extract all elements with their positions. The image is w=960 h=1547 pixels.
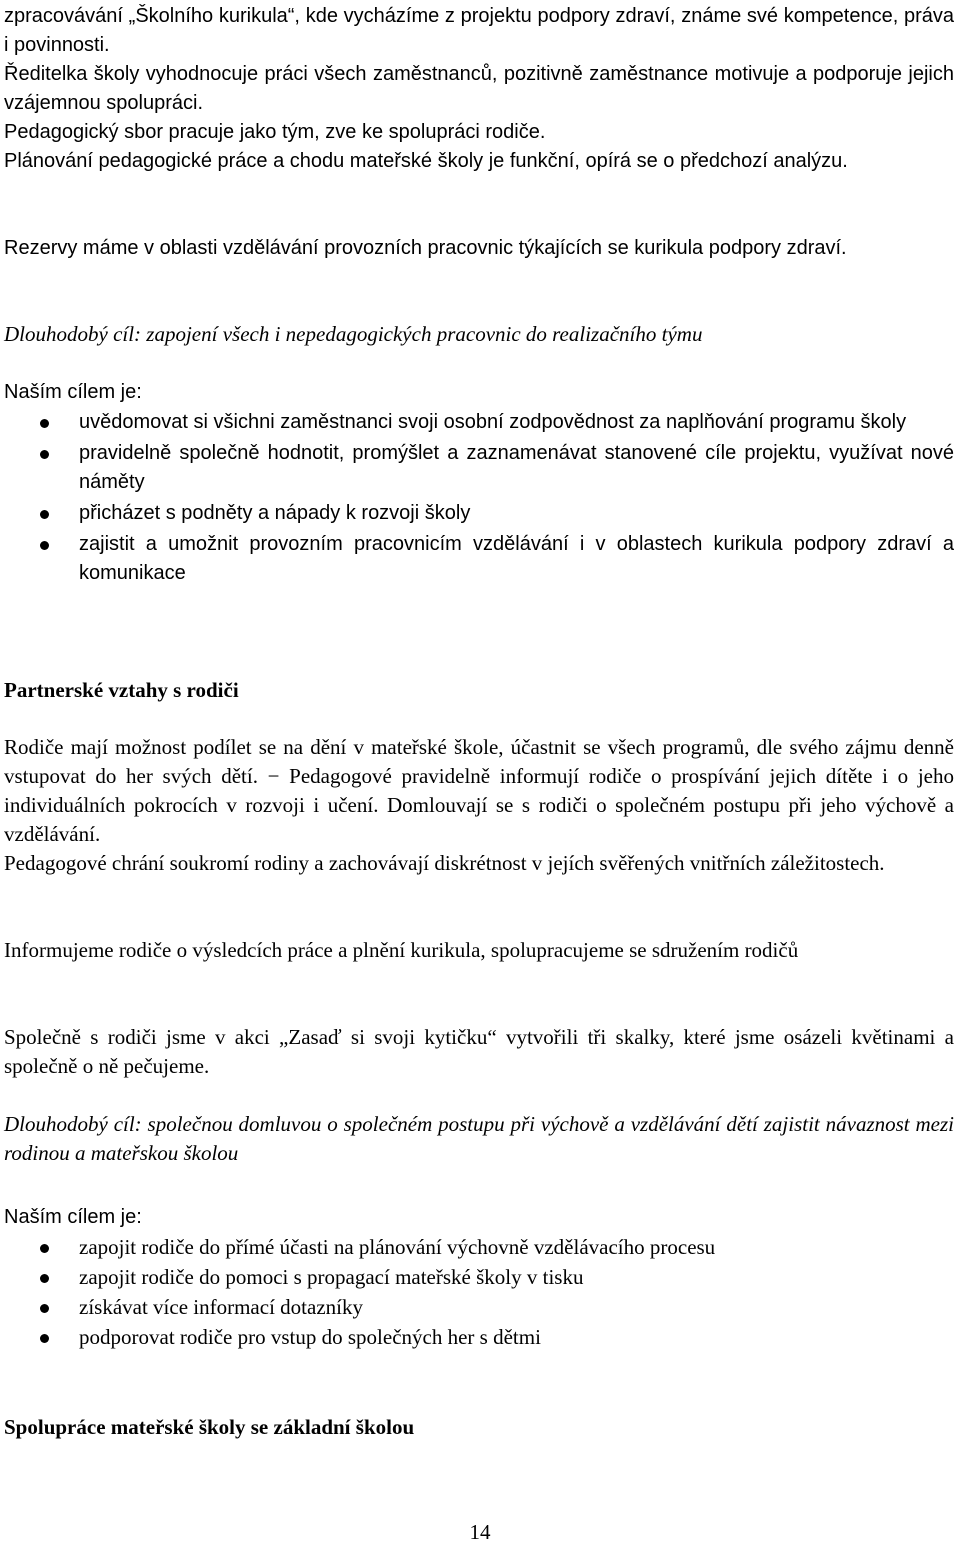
bullet-icon <box>40 1244 49 1253</box>
parents-heading <box>4 676 954 705</box>
bullet-icon <box>40 419 49 428</box>
reserves-paragraph: Rezervy máme v oblasti vzdělávání provozních pracovnic týkajících se kurikula podpory zdraví. <box>4 237 847 259</box>
bullet-icon <box>40 541 49 550</box>
intro-section <box>4 2 954 176</box>
staff-aims-label <box>4 378 954 407</box>
list-item: zapojit rodiče do pomoci s propagací mateřské školy v tisku <box>4 1263 954 1292</box>
bullet-icon <box>40 1334 49 1343</box>
list-item: zapojit rodiče do přímé účasti na plánování výchovně vzdělávacího procesu <box>4 1233 954 1262</box>
staff-goal <box>4 320 954 349</box>
parents-paragraph-1: Rodiče mají možnost podílet se na dění v mateřské škole, účastnit se všech programů, dle svého zájmu denně vstupovat do her svých dětí. − Pedagogové pravidelně informují rodiče o prospívání jejich dítěte i o jeho individuálních pokrocích v rozvoji i učení. Domlouvají se s rodiči o společném postupu při jeho výchově a vzdělávání. <box>4 735 954 846</box>
parents-paragraph-4-wrap <box>4 1023 954 1081</box>
school-heading-text: Spolupráce mateřské školy se základní školou <box>4 1415 415 1439</box>
parents-paragraph-3-wrap <box>4 936 954 965</box>
parents-goal <box>4 1110 954 1168</box>
staff-aims-list <box>4 408 954 588</box>
parents-aims-list <box>4 1233 954 1352</box>
list-item: zajistit a umožnit provozním pracovnicím vzdělávání i v oblastech kurikula podpory zdraví a komunikace <box>4 530 954 588</box>
list-item: pravidelně společně hodnotit, promýšlet a zaznamenávat stanovené cíle projektu, využívat nové náměty <box>4 439 954 497</box>
parents-aims-list-wrap <box>4 1233 954 1352</box>
list-item: přicházet s podněty a nápady k rozvoji školy <box>4 499 954 528</box>
parents-aims-label-text: Naším cílem je: <box>4 1206 142 1228</box>
bullet-icon <box>40 510 49 519</box>
parents-paragraph-2: Pedagogové chrání soukromí rodiny a zachovávají diskrétnost v jejích svěřených vnitřních záležitostech. <box>4 851 885 875</box>
intro-paragraph-3: Pedagogický sbor pracuje jako tým, zve ke spolupráci rodiče. <box>4 121 546 143</box>
parents-aims-label <box>4 1203 954 1232</box>
intro-paragraph-2: Ředitelka školy vyhodnocuje práci všech zaměstnanců, pozitivně zaměstnance motivuje a podporuje jejich vzájemnou spolupráci. <box>4 63 954 114</box>
list-item: podporovat rodiče pro vstup do společných her s dětmi <box>4 1323 954 1352</box>
bullet-icon <box>40 1274 49 1283</box>
list-item: uvědomovat si všichni zaměstnanci svoji osobní zodpovědnost za naplňování programu školy <box>4 408 954 437</box>
page-number: 14 <box>469 1520 491 1544</box>
parents-goal-text: Dlouhodobý cíl: společnou domluvou o společném postupu při výchově a vzdělávání dětí zajistit návaznost mezi rodinou a mateřskou školou <box>4 1112 954 1165</box>
parents-paragraph-4: Společně s rodiči jsme v akci „Zasaď si svoji kytičku“ vytvořili tři skalky, které jsme osázeli květinami a společně o ně pečujeme. <box>4 1025 954 1078</box>
staff-goal-text: Dlouhodobý cíl: zapojení všech i nepedagogických pracovnic do realizačního týmu <box>4 322 703 346</box>
staff-aims-label-text: Naším cílem je: <box>4 381 142 403</box>
intro-paragraph-1: zpracovávání „Školního kurikula“, kde vycházíme z projektu podpory zdraví, známe své kompetence, práva i povinnosti. <box>4 5 954 56</box>
parents-paragraph-3: Informujeme rodiče o výsledcích práce a plnění kurikula, spolupracujeme se sdružením rodičů <box>4 938 799 962</box>
school-heading <box>4 1413 954 1442</box>
list-item: získávat více informací dotazníky <box>4 1293 954 1322</box>
reserves-paragraph-wrap <box>4 234 954 263</box>
intro-paragraph-4: Plánování pedagogické práce a chodu mateřské školy je funkční, opírá se o předchozí analýzu. <box>4 150 848 172</box>
bullet-icon <box>40 1304 49 1313</box>
staff-aims-list-wrap <box>4 408 954 588</box>
parents-paragraph-1-wrap <box>4 733 954 878</box>
parents-heading-text: Partnerské vztahy s rodiči <box>4 678 239 702</box>
bullet-icon <box>40 450 49 459</box>
